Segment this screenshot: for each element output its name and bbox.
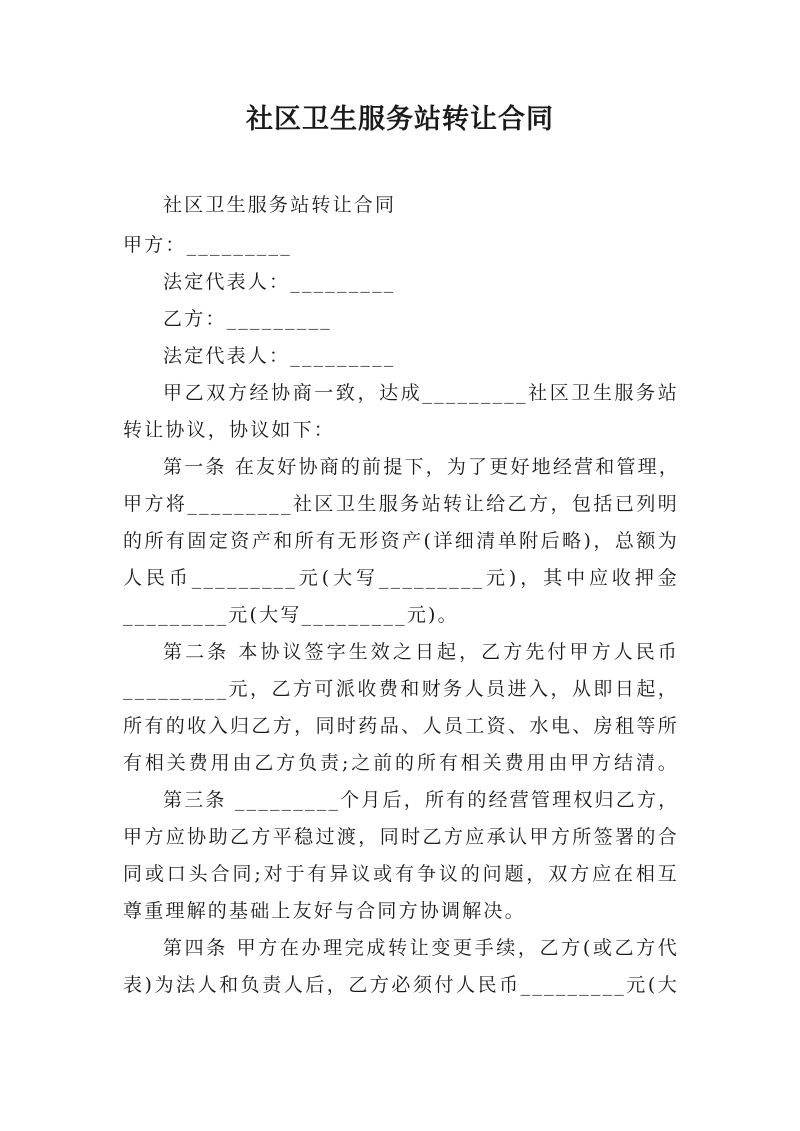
paragraph-line: 甲方应协助乙方平稳过渡，同时乙方应承认甲方所签署的合 (123, 826, 679, 848)
party-a-representative-line: 法定代表人：_________ (163, 271, 396, 293)
party-b-line: 乙方：_________ (163, 308, 332, 330)
paragraph-line: _________元(大写_________元)。 (123, 604, 459, 626)
paragraph-line: 社区卫生服务站转让合同 (163, 194, 397, 216)
article-4-line: 第四条 甲方在办理完成转让变更手续，乙方(或乙方代 (163, 937, 679, 959)
paragraph-line: 甲方将_________社区卫生服务站转让给乙方，包括已列明 (123, 493, 679, 515)
paragraph-line: 有相关费用由乙方负责;之前的所有相关费用由甲方结清。 (123, 752, 679, 774)
paragraph-line: 所有的收入归乙方，同时药品、人员工资、水电、房租等所 (123, 715, 679, 737)
paragraph-line: 同或口头合同;对于有异议或有争议的问题，双方应在相互 (123, 863, 679, 885)
paragraph-line: 甲乙双方经协商一致，达成_________社区卫生服务站 (163, 382, 679, 404)
paragraph-line: 尊重理解的基础上友好与合同方协调解决。 (123, 900, 526, 922)
article-3-line: 第三条 _________个月后，所有的经营管理权归乙方， (163, 789, 680, 811)
article-1-line: 第一条 在友好协商的前提下，为了更好地经营和管理， (163, 456, 681, 478)
paragraph-line: 表)为法人和负责人后，乙方必须付人民币_________元(大 (123, 974, 679, 996)
paragraph-line: _________元，乙方可派收费和财务人员进入，从即日起， (123, 678, 679, 700)
paragraph-line: 人民币_________元(大写_________元)，其中应收押金 (123, 567, 679, 589)
article-2-line: 第二条 本协议签字生效之日起，乙方先付甲方人民币 (163, 641, 679, 663)
paragraph-line: 的所有固定资产和所有无形资产(详细清单附后略)，总额为 (123, 530, 679, 552)
paragraph-line: 转让协议，协议如下： (123, 419, 336, 441)
document-title: 社区卫生服务站转让合同 (246, 104, 554, 135)
party-b-representative-line: 法定代表人：_________ (163, 345, 396, 367)
party-a-line: 甲方：_________ (123, 234, 292, 256)
